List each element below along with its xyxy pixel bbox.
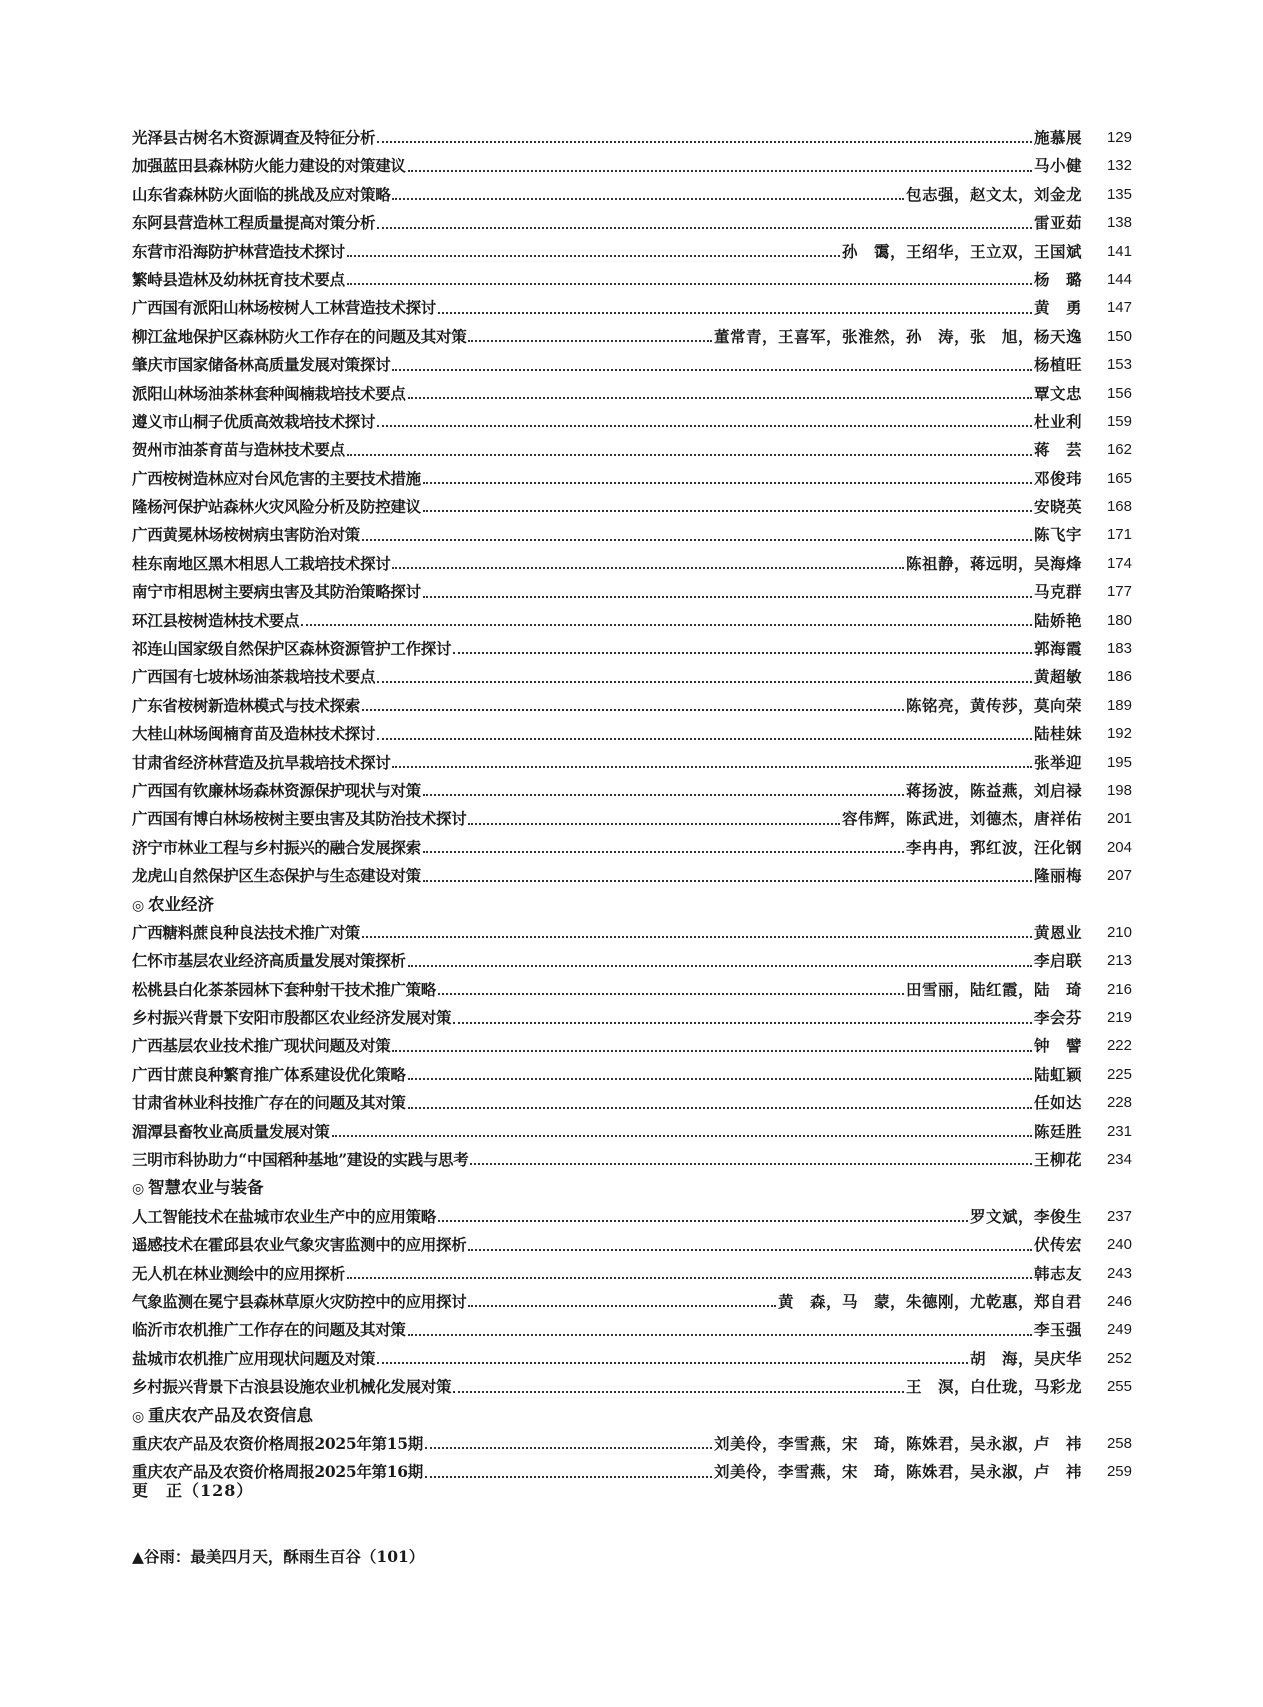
- dot-leader: [468, 1231, 1032, 1259]
- entry-authors: 刘美伶，李雪燕，宋 琦，陈姝君，吴永淑，卢 祎: [713, 1433, 1082, 1453]
- toc-entry: [132, 947, 1132, 975]
- entry-page-number: 243: [1106, 1264, 1132, 1282]
- toc-entry: [132, 294, 1132, 322]
- entry-title: 重庆农产品及农资价格周报2025年第16期: [132, 1462, 423, 1482]
- section-mark-icon: ◎: [132, 1181, 145, 1198]
- entry-authors: 杜业利: [1033, 411, 1082, 431]
- entry-authors: 王柳花: [1033, 1150, 1082, 1170]
- dot-leader: [423, 777, 904, 805]
- entry-title: 气象监测在冕宁县森林草原火灾防控中的应用探讨: [132, 1292, 467, 1311]
- entry-page-number: 189: [1106, 696, 1132, 714]
- toc-entry: [132, 777, 1132, 805]
- entry-authors: 马克群: [1033, 582, 1082, 602]
- entry-authors: 王 溟，白仕珑，马彩龙: [905, 1377, 1082, 1397]
- dot-leader: [470, 1146, 1032, 1174]
- entry-title: 仁怀市基层农业经济高质量发展对策探析: [132, 951, 406, 971]
- entry-authors: 张举迎: [1033, 752, 1082, 772]
- entry-authors: 隆丽梅: [1033, 866, 1082, 886]
- entry-authors: 陆桂妹: [1033, 724, 1082, 744]
- entry-page-number: 228: [1106, 1094, 1132, 1112]
- entry-authors: 李启联: [1033, 951, 1082, 971]
- toc-group-forestry: [132, 124, 1132, 891]
- entry-title: 繁峙县造林及幼林抚育技术要点: [132, 269, 345, 289]
- toc-entry: [132, 408, 1132, 436]
- dot-leader: [347, 436, 1032, 464]
- entry-title: 山东省森林防火面临的挑战及应对策略: [132, 184, 391, 204]
- entry-authors: 田雪丽，陆红霞，陆 琦: [905, 979, 1082, 999]
- entry-authors: 容伟辉，陈武进，刘德杰，唐祥佑: [841, 809, 1082, 829]
- entry-page-number: 183: [1106, 640, 1132, 658]
- dot-leader: [438, 1203, 968, 1231]
- entry-authors: 陈铭亮，黄传莎，莫向荣: [905, 695, 1082, 715]
- entry-title: 临沂市农机推广工作存在的问题及其对策: [132, 1320, 406, 1340]
- entry-page-number: 171: [1106, 526, 1132, 544]
- entry-page-number: 225: [1106, 1065, 1132, 1083]
- toc-entry: [132, 323, 1132, 351]
- dot-leader: [423, 578, 1032, 606]
- dot-leader: [468, 1288, 776, 1316]
- toc-entry: [132, 550, 1132, 578]
- erratum-note: 更 正（128）: [132, 1481, 254, 1500]
- section-mark-icon: ◎: [132, 1408, 145, 1425]
- entry-authors: 陈廷胜: [1033, 1121, 1082, 1141]
- entry-title: 广西国有七坡林场油茶栽培技术要点: [132, 667, 376, 687]
- entry-page-number: 219: [1106, 1009, 1132, 1027]
- entry-title: 南宁市相思树主要病虫害及其防治策略探讨: [132, 582, 421, 602]
- dot-leader: [408, 1061, 1032, 1089]
- entry-title: 祁连山国家级自然保护区森林资源管护工作探讨: [132, 639, 452, 659]
- entry-title: 乡村振兴背景下古浪县设施农业机械化发展对策: [132, 1377, 452, 1397]
- entry-page-number: 168: [1106, 498, 1132, 516]
- entry-title: 甘肃省林业科技推广存在的问题及其对策: [132, 1093, 406, 1113]
- toc-entry: [132, 635, 1132, 663]
- entry-page-number: 231: [1106, 1122, 1132, 1140]
- dot-leader: [392, 351, 1032, 379]
- entry-title: 松桃县白化茶茶园林下套种射干技术推广策略: [132, 979, 437, 999]
- entry-authors: 李冉冉，郛红波，汪化钢: [905, 837, 1082, 857]
- dot-leader: [438, 976, 904, 1004]
- entry-title: 济宁市林业工程与乡村振兴的融合发展探索: [132, 837, 421, 857]
- toc-group-agri-econ: [132, 919, 1132, 1175]
- entry-page-number: 147: [1106, 299, 1132, 317]
- dot-leader: [408, 1089, 1032, 1117]
- entry-title: 派阳山林场油茶林套种闽楠栽培技术要点: [132, 383, 406, 403]
- dot-leader: [408, 152, 1032, 180]
- entry-page-number: 201: [1106, 810, 1132, 828]
- dot-leader: [453, 635, 1032, 663]
- entry-title: 广东省桉树新造林模式与技术探索: [132, 695, 361, 715]
- dot-leader: [425, 1458, 712, 1486]
- entry-authors: 蒋扬波，陈益燕，刘启禄: [905, 780, 1082, 800]
- cover-note: ▲谷雨：最美四月天，酥雨生百谷（101）: [132, 1547, 425, 1566]
- entry-page-number: 213: [1106, 952, 1132, 970]
- entry-title: 盐城市农机推广应用现状问题及对策: [132, 1348, 376, 1368]
- entry-authors: 任如达: [1033, 1093, 1082, 1113]
- toc-entry: [132, 1373, 1132, 1401]
- entry-title: 湄潭县畜牧业高质量发展对策: [132, 1121, 330, 1141]
- toc-entry: [132, 1033, 1132, 1061]
- table-of-contents: [132, 124, 1132, 1487]
- entry-page-number: 207: [1106, 867, 1132, 885]
- entry-page-number: 249: [1106, 1321, 1132, 1339]
- entry-page-number: 216: [1106, 980, 1132, 998]
- entry-authors: 雷亚茹: [1033, 213, 1082, 233]
- toc-entry: [132, 436, 1132, 464]
- entry-title: 三明市科协助力“中国稻种基地”建设的实践与思考: [132, 1150, 469, 1170]
- entry-title: 肇庆市国家储备林高质量发展对策探讨: [132, 355, 391, 375]
- dot-leader: [362, 521, 1032, 549]
- entry-page-number: 246: [1106, 1293, 1132, 1310]
- entry-title: 无人机在林业测绘中的应用探析: [132, 1263, 345, 1283]
- entry-authors: 李玉强: [1033, 1320, 1082, 1340]
- entry-authors: 黄 勇: [1033, 298, 1082, 318]
- dot-leader: [347, 266, 1032, 294]
- dot-leader: [408, 947, 1032, 975]
- dot-leader: [453, 1004, 1032, 1032]
- dot-leader: [423, 834, 904, 862]
- dot-leader: [392, 181, 904, 209]
- dot-leader: [377, 1345, 968, 1373]
- entry-page-number: 192: [1106, 725, 1132, 743]
- entry-page-number: 252: [1106, 1349, 1132, 1367]
- entry-authors: 马小健: [1033, 156, 1082, 176]
- entry-authors: 安晓英: [1033, 497, 1082, 517]
- entry-authors: 黄恩业: [1033, 922, 1082, 942]
- section-title: 农业经济: [148, 894, 214, 914]
- entry-authors: 陆娇艳: [1033, 610, 1082, 630]
- toc-entry: [132, 1146, 1132, 1174]
- entry-page-number: 180: [1106, 611, 1132, 629]
- entry-page-number: 138: [1106, 214, 1132, 232]
- entry-title: 广西黄冕林场桉树病虫害防治对策: [132, 525, 361, 545]
- entry-authors: 罗文斌，李俊生: [969, 1206, 1082, 1226]
- dot-leader: [377, 720, 1032, 748]
- dot-leader: [408, 1316, 1032, 1344]
- toc-entry: [132, 380, 1132, 408]
- entry-authors: 蒋 芸: [1033, 440, 1082, 460]
- entry-page-number: 135: [1106, 185, 1132, 203]
- toc-entry: [132, 238, 1132, 266]
- toc-entry: [132, 919, 1132, 947]
- toc-entry: [132, 1203, 1132, 1231]
- toc-group-smart-agri: [132, 1203, 1132, 1402]
- entry-title: 遵义市山桐子优质高效栽培技术探讨: [132, 411, 376, 431]
- toc-entry: [132, 749, 1132, 777]
- entry-authors: 陈飞宇: [1033, 525, 1082, 545]
- dot-leader: [301, 607, 1032, 635]
- dot-leader: [468, 323, 712, 351]
- entry-title: 遥感技术在霍邱县农业气象灾害监测中的应用探析: [132, 1235, 467, 1255]
- entry-page-number: 259: [1106, 1463, 1132, 1481]
- entry-title: 光泽县古树名木资源调查及特征分析: [132, 127, 376, 147]
- dot-leader: [347, 238, 840, 266]
- entry-title: 广西国有博白林场桉树主要虫害及其防治技术探讨: [132, 809, 467, 829]
- dot-leader: [392, 1033, 1032, 1061]
- entry-authors: 郭海霞: [1033, 639, 1082, 659]
- entry-title: 人工智能技术在盐城市农业生产中的应用策略: [132, 1206, 437, 1226]
- toc-entry: [132, 1430, 1132, 1458]
- dot-leader: [468, 805, 840, 833]
- entry-page-number: 141: [1106, 242, 1132, 260]
- dot-leader: [332, 1118, 1032, 1146]
- entry-title: 东营市沿海防护林营造技术探讨: [132, 241, 345, 261]
- toc-entry: [132, 1231, 1132, 1259]
- entry-page-number: 165: [1106, 469, 1132, 487]
- section-mark-icon: ◎: [132, 897, 145, 914]
- entry-title: 柳江盆地保护区森林防火工作存在的问题及其对策: [132, 326, 467, 346]
- entry-title: 广西基层农业技术推广现状问题及对策: [132, 1036, 391, 1056]
- entry-authors: 邓俊玮: [1033, 468, 1082, 488]
- entry-authors: 胡 海，吴庆华: [969, 1348, 1082, 1368]
- entry-page-number: 234: [1106, 1151, 1132, 1169]
- entry-page-number: 210: [1106, 923, 1132, 941]
- section-heading-agri-econ: [132, 891, 1132, 919]
- toc-entry: [132, 493, 1132, 521]
- entry-title: 乡村振兴背景下安阳市殷都区农业经济发展对策: [132, 1008, 452, 1028]
- entry-title: 隆杨河保护站森林火灾风险分析及防控建议: [132, 497, 421, 517]
- section-title: 重庆农产品及农资信息: [148, 1405, 313, 1425]
- dot-leader: [425, 1430, 712, 1458]
- toc-entry: [132, 834, 1132, 862]
- entry-title: 东阿县营造林工程质量提高对策分析: [132, 213, 376, 233]
- entry-title: 广西甘蔗良种繁育推广体系建设优化策略: [132, 1064, 406, 1084]
- entry-title: 广西糖料蔗良种良法技术推广对策: [132, 922, 361, 942]
- entry-authors: 杨植旺: [1033, 355, 1082, 375]
- entry-authors: 包志强，赵文太，刘金龙: [905, 184, 1082, 204]
- entry-title: 加强蓝田县森林防火能力建设的对策建议: [132, 156, 406, 176]
- toc-entry: [132, 607, 1132, 635]
- entry-title: 龙虎山自然保护区生态保护与生态建设对策: [132, 866, 421, 886]
- entry-page-number: 186: [1106, 668, 1132, 686]
- dot-leader: [423, 493, 1032, 521]
- entry-title: 重庆农产品及农资价格周报2025年第15期: [132, 1433, 423, 1453]
- toc-entry: [132, 976, 1132, 1004]
- dot-leader: [377, 663, 1032, 691]
- section-heading-chongqing: [132, 1402, 1132, 1430]
- dot-leader: [453, 1373, 904, 1401]
- toc-entry: [132, 152, 1132, 180]
- dot-leader: [347, 1260, 1032, 1288]
- entry-title: 贺州市油茶育苗与造林技术要点: [132, 440, 345, 460]
- entry-authors: 李会芬: [1033, 1008, 1082, 1028]
- entry-authors: 黄 森，马 蒙，朱德刚，尤乾惠，郑自君: [777, 1292, 1082, 1311]
- entry-title: 甘肃省经济林营造及抗旱栽培技术探讨: [132, 752, 391, 772]
- entry-authors: 钟 譬: [1033, 1036, 1082, 1056]
- toc-entry: [132, 266, 1132, 294]
- toc-entry: [132, 1288, 1132, 1316]
- entry-page-number: 132: [1106, 157, 1132, 175]
- entry-authors: 伏传宏: [1033, 1235, 1082, 1255]
- entry-title: 广西国有钦廉林场森林资源保护现状与对策: [132, 780, 421, 800]
- toc-entry: [132, 692, 1132, 720]
- section-heading-smart-agri: [132, 1174, 1132, 1202]
- toc-entry: [132, 1118, 1132, 1146]
- entry-page-number: 240: [1106, 1236, 1132, 1254]
- dot-leader: [377, 408, 1032, 436]
- toc-entry: [132, 1260, 1132, 1288]
- entry-title: 广西桉树造林应对台风危害的主要技术措施: [132, 468, 421, 488]
- entry-page-number: 156: [1106, 384, 1132, 402]
- entry-title: 桂东南地区黑木相思人工栽培技术探讨: [132, 553, 391, 573]
- entry-title: 环江县桉树造林技术要点: [132, 610, 300, 630]
- entry-page-number: 144: [1106, 270, 1132, 288]
- dot-leader: [423, 862, 1032, 890]
- toc-entry: [132, 521, 1132, 549]
- toc-entry: [132, 578, 1132, 606]
- dot-leader: [377, 209, 1032, 237]
- dot-leader: [392, 550, 904, 578]
- entry-page-number: 222: [1106, 1037, 1132, 1055]
- entry-page-number: 153: [1106, 356, 1132, 374]
- entry-authors: 韩志友: [1033, 1263, 1082, 1283]
- entry-page-number: 162: [1106, 441, 1132, 459]
- entry-page-number: 174: [1106, 554, 1132, 572]
- dot-leader: [377, 124, 1032, 152]
- toc-entry: [132, 209, 1132, 237]
- entry-page-number: 198: [1106, 781, 1132, 799]
- toc-group-chongqing: [132, 1430, 1132, 1487]
- toc-entry: [132, 1345, 1132, 1373]
- toc-entry: [132, 1061, 1132, 1089]
- dot-leader: [438, 294, 1032, 322]
- dot-leader: [362, 919, 1032, 947]
- entry-authors: 覃文忠: [1033, 383, 1082, 403]
- entry-page-number: 159: [1106, 412, 1132, 430]
- entry-authors: 孙 霭，王绍华，王立双，王国斌: [841, 241, 1082, 261]
- entry-authors: 陆虹颖: [1033, 1064, 1082, 1084]
- toc-entry: [132, 663, 1132, 691]
- toc-entry: [132, 465, 1132, 493]
- entry-authors: 杨 璐: [1033, 269, 1082, 289]
- entry-title: 大桂山林场闽楠育苗及造林技术探讨: [132, 724, 376, 744]
- toc-entry: [132, 720, 1132, 748]
- entry-authors: 陈祖静，蒋远明，吴海烽: [905, 553, 1082, 573]
- entry-page-number: 237: [1106, 1207, 1132, 1225]
- dot-leader: [392, 749, 1032, 777]
- toc-entry: [132, 1089, 1132, 1117]
- entry-page-number: 177: [1106, 583, 1132, 601]
- entry-authors: 刘美伶，李雪燕，宋 琦，陈姝君，吴永淑，卢 祎: [713, 1462, 1082, 1482]
- toc-entry: [132, 351, 1132, 379]
- entry-page-number: 204: [1106, 838, 1132, 856]
- entry-page-number: 258: [1106, 1434, 1132, 1452]
- entry-page-number: 150: [1106, 327, 1132, 345]
- entry-page-number: 255: [1106, 1378, 1132, 1396]
- section-title: 智慧农业与装备: [148, 1178, 264, 1198]
- toc-entry: [132, 1458, 1132, 1486]
- entry-authors: 施慕展: [1033, 127, 1082, 147]
- toc-entry: [132, 805, 1132, 833]
- toc-entry: [132, 1004, 1132, 1032]
- toc-entry: [132, 181, 1132, 209]
- entry-title: 广西国有派阳山林场桉树人工林营造技术探讨: [132, 298, 437, 318]
- dot-leader: [408, 380, 1032, 408]
- entry-page-number: 195: [1106, 753, 1132, 771]
- toc-entry: [132, 1316, 1132, 1344]
- dot-leader: [362, 692, 904, 720]
- entry-authors: 黄超敏: [1033, 667, 1082, 687]
- toc-entry: [132, 124, 1132, 152]
- dot-leader: [423, 465, 1032, 493]
- toc-entry: [132, 862, 1132, 890]
- entry-page-number: 129: [1106, 128, 1132, 146]
- entry-authors: 董常青，王喜军，张淮然，孙 涛，张 旭，杨天逸: [713, 326, 1082, 346]
